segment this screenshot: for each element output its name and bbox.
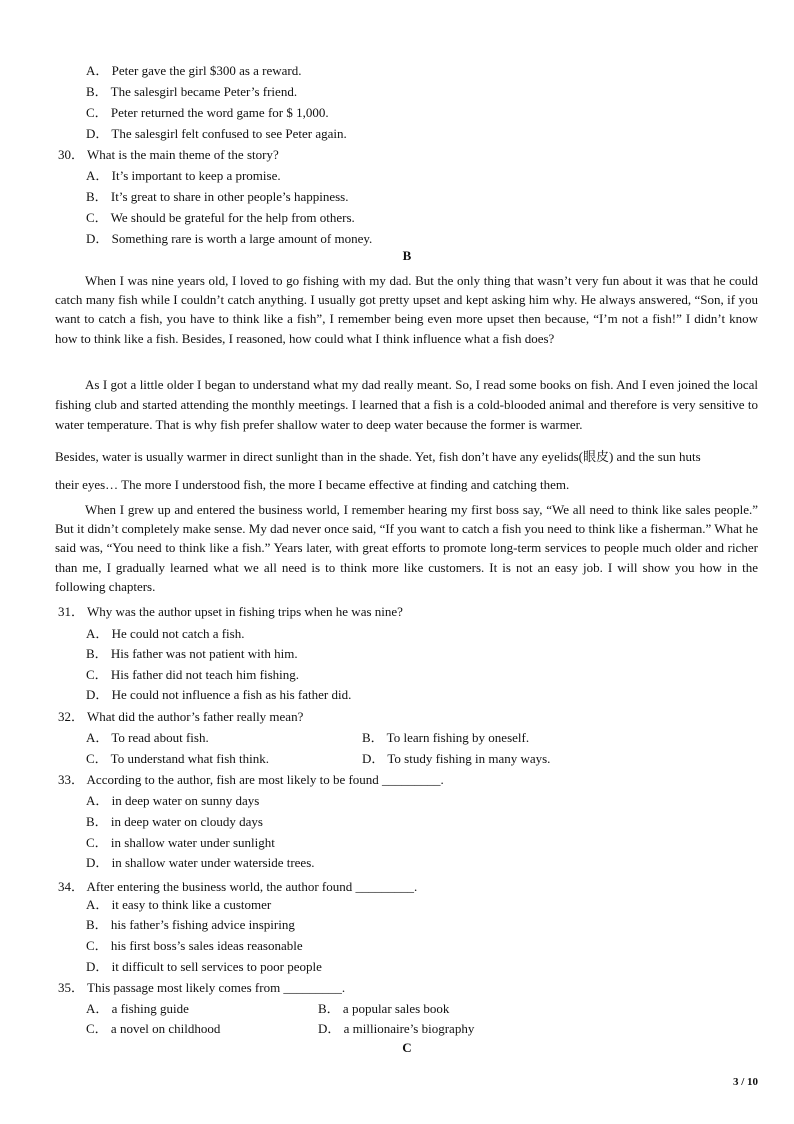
q33-option-b: B． in deep water on cloudy days xyxy=(86,814,263,829)
q29-option-a: A． Peter gave the girl $300 as a reward. xyxy=(86,63,302,78)
q30-option-c: C． We should be grateful for the help from others. xyxy=(86,210,355,225)
q35-option-a: A． a fishing guide xyxy=(86,1001,189,1016)
q35-option-d: D． a millionaire’s biography xyxy=(318,1021,475,1036)
passage-p2a-text: As I got a little older I began to understand what my dad really meant. So, I read some books on fish. And I even joined the local fishing club and started attending the monthly meetings. I learned that a fish is a cold-blooded animal and therefore is very sensitive to water temperature. That is why fish prefer shallow water to deep water because the former is warmer. xyxy=(55,377,758,432)
q34-option-a: A． it easy to think like a customer xyxy=(86,897,272,912)
q29-option-c: C． Peter returned the word game for $ 1,000. xyxy=(86,105,329,120)
q33-option-c: C． in shallow water under sunlight xyxy=(86,835,275,850)
q31-option-b: B． His father was not patient with him. xyxy=(86,646,298,661)
q35-option-c: C． a novel on childhood xyxy=(86,1021,221,1036)
q34-option-c: C． his first boss’s sales ideas reasonable xyxy=(86,938,303,953)
passage-paragraph-3 xyxy=(55,500,758,596)
q29-option-d: D． The salesgirl felt confused to see Peter again. xyxy=(86,126,347,141)
q31-option-c: C． His father did not teach him fishing. xyxy=(86,667,300,682)
passage-paragraph-1 xyxy=(55,271,758,348)
q33-stem: 33． According to the author, fish are most likely to be found _________. xyxy=(58,772,444,787)
q30-option-a: A． It’s important to keep a promise. xyxy=(86,168,281,183)
passage-p2c-text: their eyes… The more I understood fish, the more I became effective at finding and catching them. xyxy=(55,477,570,492)
page-number: 3 / 10 xyxy=(732,1076,758,1088)
passage-paragraph-2 xyxy=(55,375,758,435)
q34-option-d: D． it difficult to sell services to poor people xyxy=(86,959,322,974)
q34-option-b: B． his father’s fishing advice inspiring xyxy=(86,917,295,932)
section-c-title: C xyxy=(402,1040,412,1055)
passage-p2b-text: Besides, water is usually warmer in direct sunlight than in the shade. Yet, fish don’t have any eyelids(眼皮) and the sun huts xyxy=(55,449,701,464)
q32-option-c: C． To understand what fish think. xyxy=(86,751,270,766)
q33-option-d: D． in shallow water under waterside trees. xyxy=(86,855,315,870)
q33-option-a: A． in deep water on sunny days xyxy=(86,793,260,808)
q31-option-a: A． He could not catch a fish. xyxy=(86,626,245,641)
q35-stem: 35． This passage most likely comes from _________. xyxy=(58,980,346,995)
q35-option-b: B． a popular sales book xyxy=(318,1001,450,1016)
passage-p3-text: When I grew up and entered the business world, I remember hearing my first boss say, “We all need to think like sales people.” But it didn’t completely make sense. My dad never once said, “If you want to catch a fish you need to think like a fisherman.” What he said was, “You need to think like a fish.” Years later, with great efforts to promote long-term services to people much older and richer than me, I gradually learned what we all need is to think more like customers. It is not an easy job. I will show you how in the following chapters. xyxy=(55,502,758,594)
q31-option-d: D． He could not influence a fish as his father did. xyxy=(86,687,352,702)
q34-stem: 34． After entering the business world, the author found _________. xyxy=(58,879,418,894)
q30-option-b: B． It’s great to share in other people’s happiness. xyxy=(86,189,349,204)
passage-p1-text: When I was nine years old, I loved to go fishing with my dad. But the only thing that wasn’t very fun about it was that he could catch many fish while I couldn’t catch anything. I usually got pretty upset and kept asking him why. He always answered, “Son, if you want to catch a fish, you have to think like a fish”, I remember being even more upset then because, “I’m not a fish!” I didn’t know how to think like a fish. Besides, I reasoned, how could what I think influence what a fish does? xyxy=(55,273,758,346)
section-b-title: B xyxy=(402,248,412,263)
q29-option-b: B． The salesgirl became Peter’s friend. xyxy=(86,84,298,99)
q31-stem: 31． Why was the author upset in fishing trips when he was nine? xyxy=(58,604,403,619)
q32-option-d: D． To study fishing in many ways. xyxy=(362,751,551,766)
q30-stem: 30． What is the main theme of the story? xyxy=(58,147,279,162)
q32-stem: 32． What did the author’s father really mean? xyxy=(58,709,304,724)
q32-option-b: B． To learn fishing by oneself. xyxy=(362,730,530,745)
q30-option-d: D． Something rare is worth a large amount of money. xyxy=(86,231,373,246)
q32-option-a: A． To read about fish. xyxy=(86,730,209,745)
